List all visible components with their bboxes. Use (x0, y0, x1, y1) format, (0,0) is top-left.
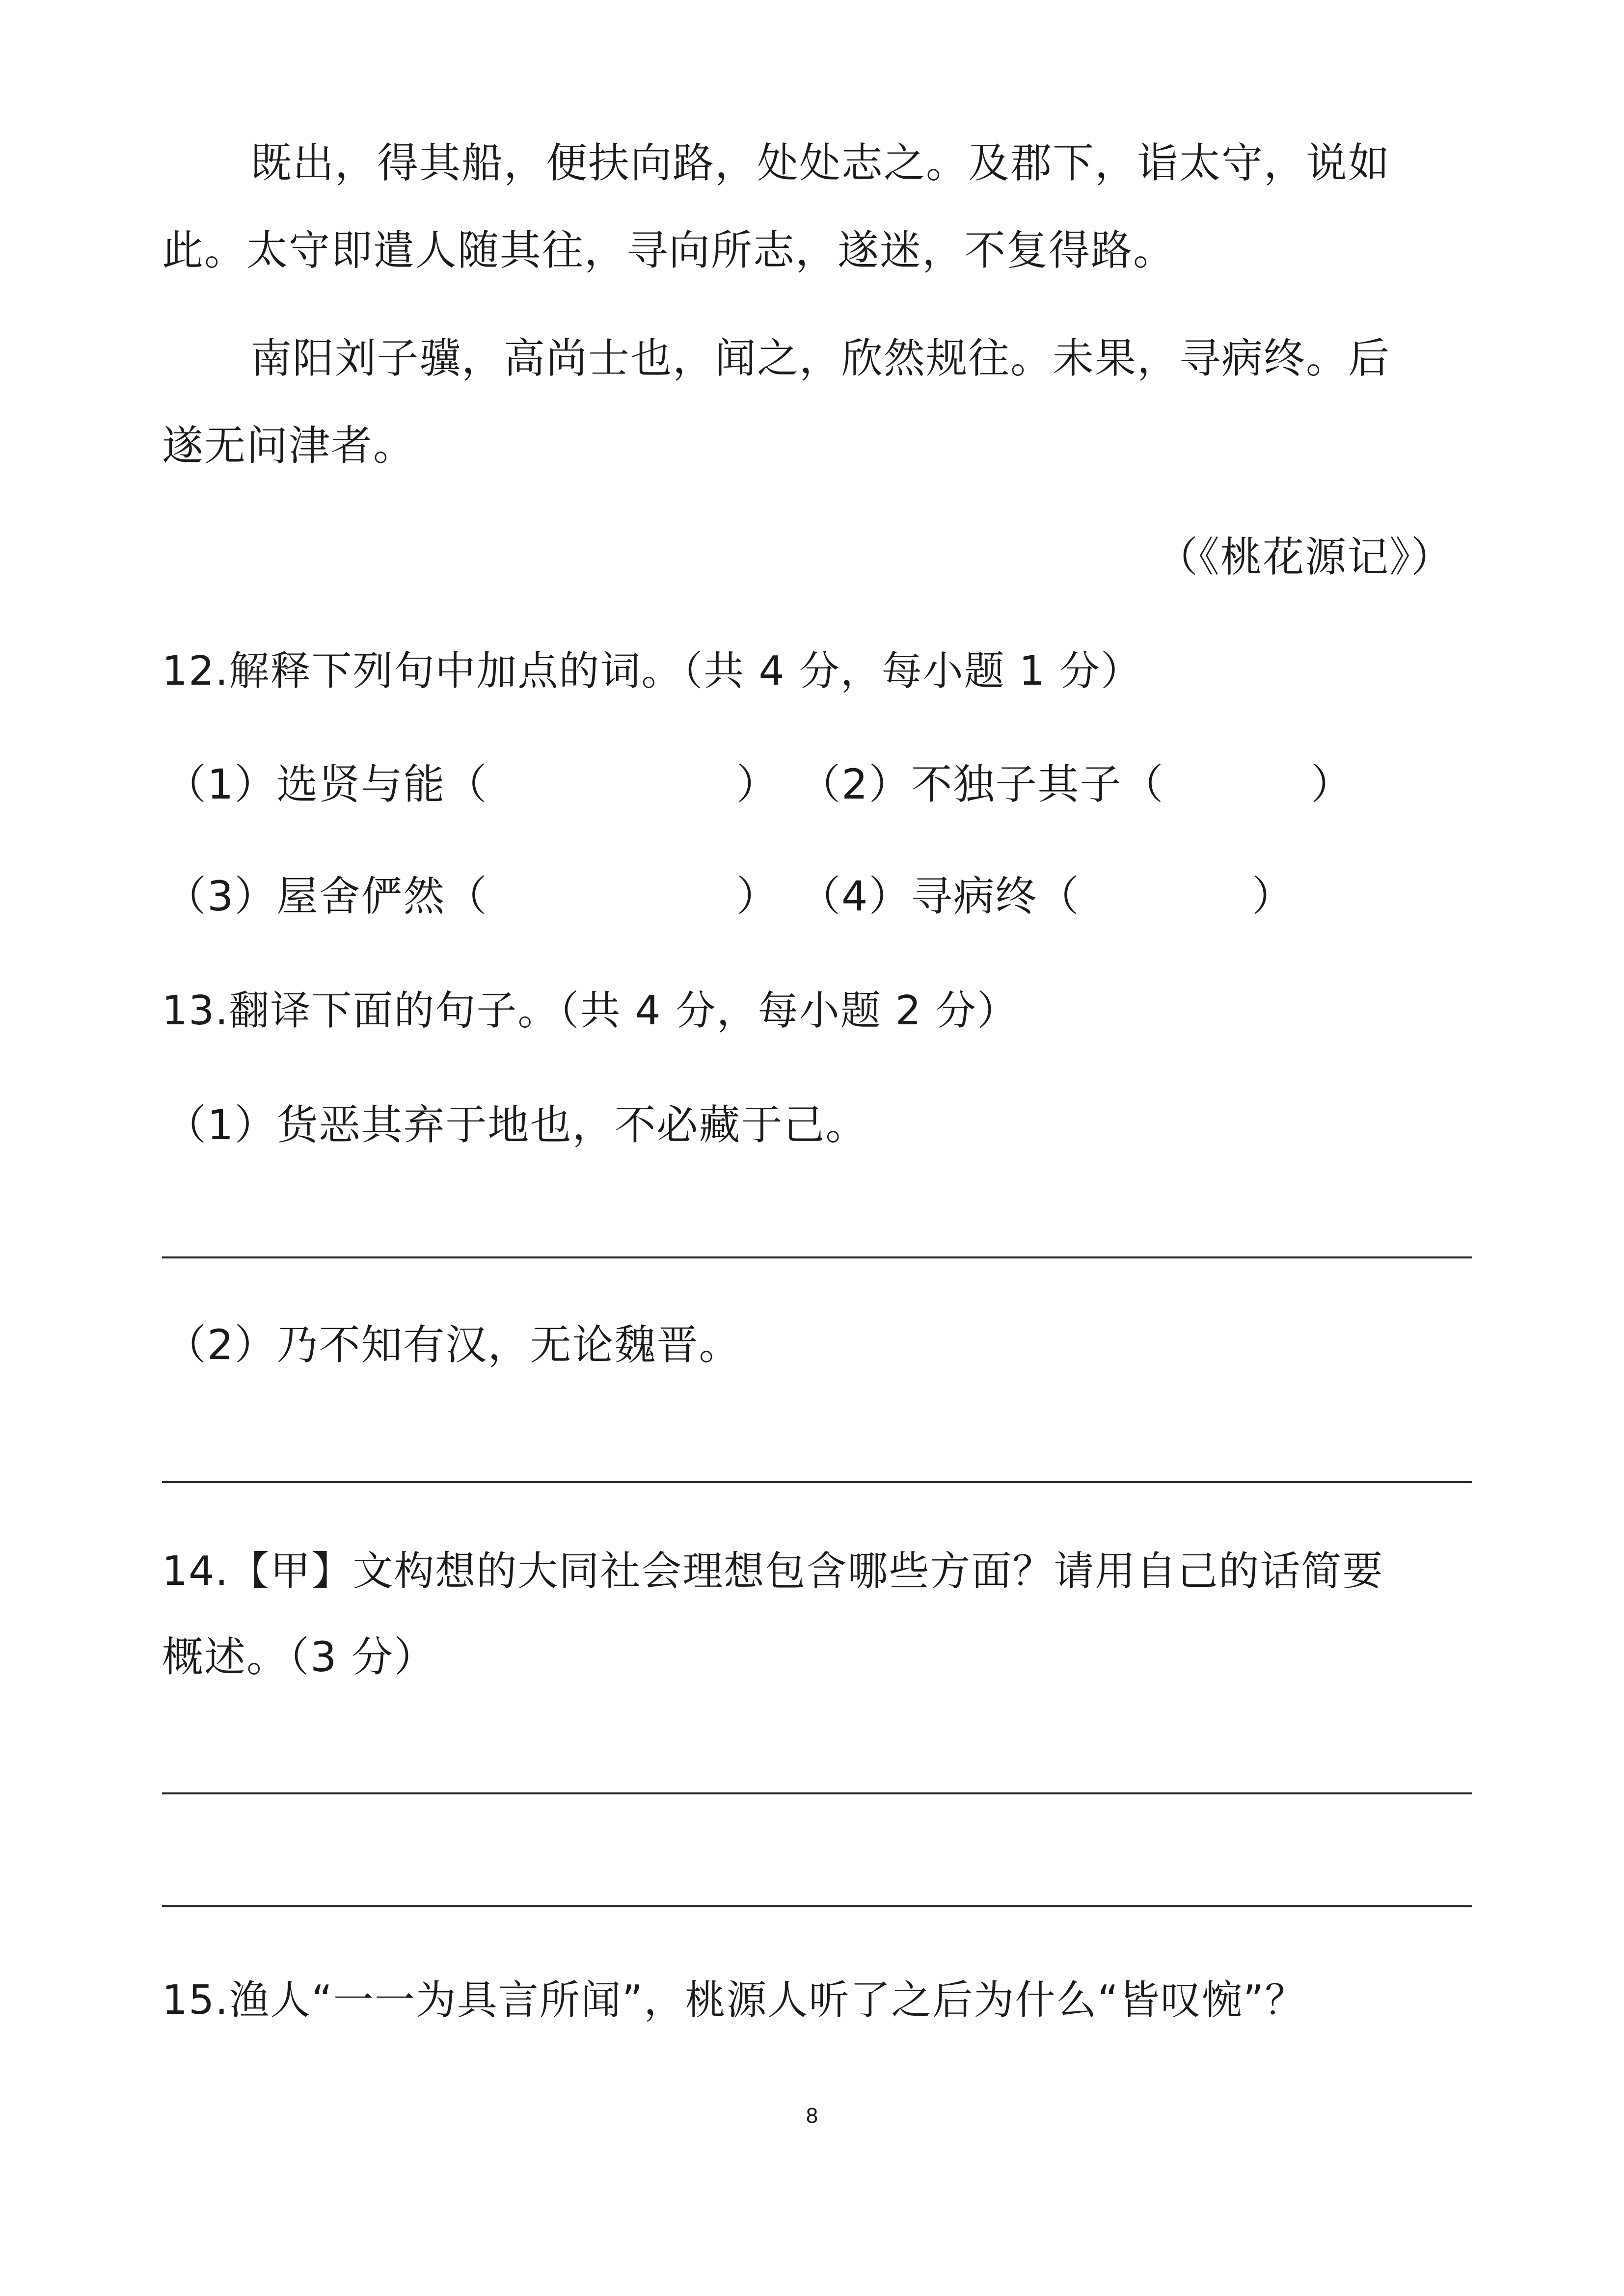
passage-p1-line2: 此。太守即遣人随其往，寻向所志，遂迷，不复得路。 (162, 226, 1176, 274)
passage-p1-line1: 既出，得其船，便扶向路，处处志之。及郡下，诣太守，说如 (250, 139, 1391, 187)
q12-item3-label: （3）屋舍俨然（ (165, 872, 488, 920)
q14-line1: 14.【甲】文构想的大同社会理想包含哪些方面？请用自己的话简要 (162, 1548, 1384, 1595)
q12-item2-close: ） (1311, 760, 1353, 808)
passage-p2-line2: 遂无问津者。 (162, 422, 416, 470)
q13-title: 13.翻译下面的句子。（共 4 分，每小题 2 分） (162, 988, 1019, 1034)
q15-line1: 15.渔人“一一为具言所闻”，桃源人听了之后为什么“皆叹惋”？ (162, 1977, 1306, 2024)
q14-line2: 概述。（3 分） (162, 1633, 436, 1681)
q13-item1: （1）货恶其弃于地也，不必藏于己。 (165, 1101, 868, 1149)
q14-answer-line-2 (162, 1905, 1472, 1907)
page-number: 8 (806, 2104, 818, 2128)
q12-item1-close: ） (736, 760, 779, 808)
passage-p2-line1: 南阳刘子骥，高尚士也，闻之，欣然规往。未果，寻病终。后 (250, 334, 1391, 382)
q12-item4-close: ） (1252, 872, 1295, 920)
q12-title: 12.解释下列句中加点的词。（共 4 分，每小题 1 分） (162, 648, 1142, 694)
passage-source: （《桃花源记》） (1156, 533, 1453, 581)
q12-item3-close: ） (736, 872, 779, 920)
q12-item1-label: （1）选贤与能（ (165, 760, 488, 808)
q12-item2-label: （2）不独子其子（ (799, 760, 1164, 808)
q13-item2: （2）乃不知有汉，无论魏晋。 (165, 1321, 741, 1369)
q13-answer-line-1 (162, 1256, 1472, 1258)
q13-answer-line-2 (162, 1481, 1472, 1483)
q12-item4-label: （4）寻病终（ (799, 872, 1080, 920)
q14-answer-line-1 (162, 1792, 1472, 1794)
